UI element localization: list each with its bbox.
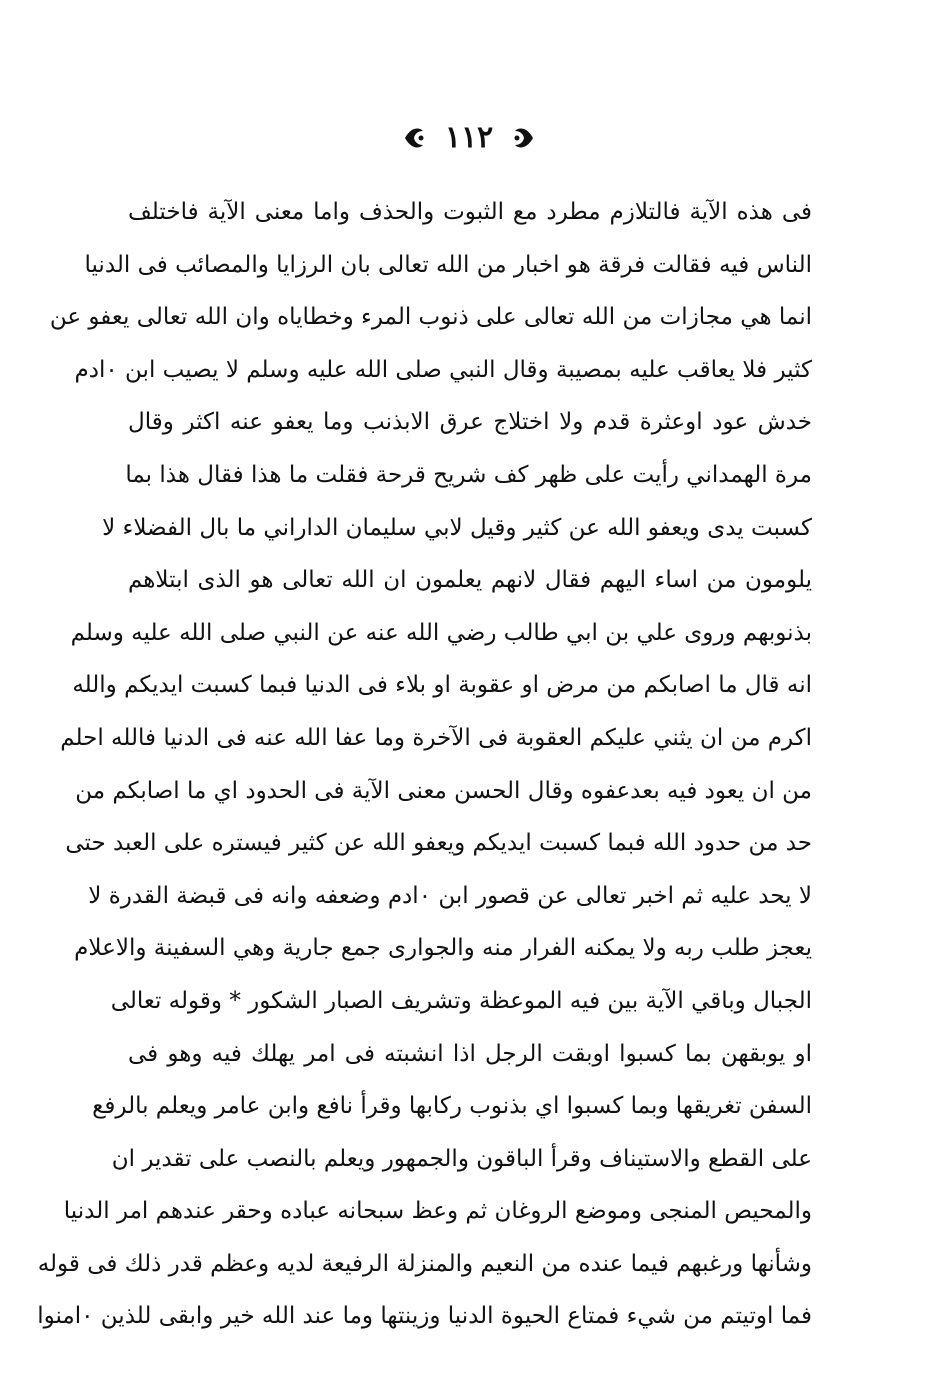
right-ornament-icon [401, 123, 427, 153]
text-line: يعجز طلب ربه ولا يمكنه الفرار منه والجوارى جمع جارية وهي السفينة والاعلام [74, 935, 812, 962]
page-header [0, 118, 938, 158]
text-line: السفن تغريقها وبما كسبوا اي بذنوب ركابها وقرأ نافع وابن عامر ويعلم بالرفع [92, 1093, 812, 1120]
text-line: فى هذه الآية فالتلازم مطرد مع الثبوت والحذف واما معنى الآية فاختلف [128, 199, 812, 225]
body-text [37, 186, 812, 1343]
text-line: وشأنها ورغبهم فيما عنده من النعيم والمنزلة الرفيعة لديه وعظم قدر ذلك فى قوله [37, 1250, 812, 1277]
text-line: لا يحد عليه ثم اخبر تعالى عن قصور ابن ٠ادم وضعفه وانه فى قبضة القدرة لا [88, 882, 812, 909]
text-line: والمحيص المنجى وموضع الروغان ثم وعظ سبحانه عباده وحقر عندهم امر الدنيا [63, 1198, 812, 1225]
text-line: اكرم من ان يثني عليكم العقوبة فى الآخرة وما عفا الله عنه فى الدنيا فالله احلم [60, 724, 812, 751]
text-line: حد من حدود الله فبما كسبت ايديكم ويعفو الله عن كثير فيستره على العبد حتى [65, 830, 812, 857]
left-ornament-icon [511, 123, 537, 153]
text-line: الناس فيه فقالت فرقة هو اخبار من الله تعالى بان الرزايا والمصائب فى الدنيا [84, 251, 812, 278]
text-line: او يوبقهن بما كسبوا اوبقت الرجل اذا انشبته فى امر يهلك فيه وهو فى [128, 1040, 812, 1067]
text-line: بذنوبهم وروى علي بن ابي طالب رضي الله عنه عن النبي صلى الله عليه وسلم [70, 619, 812, 646]
page-number: ١١٢ [444, 120, 494, 155]
text-line: الجبال وباقي الآية بين فيه الموعظة وتشريف الصبار الشكور * وقوله تعالى [110, 987, 812, 1014]
text-line: من ان يعود فيه بعدعفوه وقال الحسن معنى الآية فى الحدود اي ما اصابكم من [75, 777, 812, 804]
text-line: خدش عود اوعثرة قدم ولا اختلاج عرق الابذنب وما يعفو عنه اكثر وقال [128, 409, 812, 436]
text-line: انه قال ما اصابكم من مرض او عقوبة او بلاء فى الدنيا فبما كسبت ايديكم والله [72, 672, 812, 699]
text-line: يلومون من اساء اليهم فقال لانهم يعلمون ان الله تعالى هو الذى ابتلاهم [128, 567, 812, 594]
text-line: كسبت يدى ويعفو الله عن كثير وقيل لابي سليمان الداراني ما بال الفضلاء لا [102, 514, 812, 541]
text-line: انما هي مجازات من الله تعالى على ذنوب المرء وخطاياه وان الله تعالى يعفو عن [49, 304, 812, 331]
text-line: كثير فلا يعاقب عليه بمصيبة وقال النبي صلى الله عليه وسلم لا يصيب ابن ٠ادم [74, 356, 812, 383]
text-line: مرة الهمداني رأيت على ظهر كف شريح قرحة فقلت ما هذا فقال هذا بما [125, 461, 812, 488]
text-line: فما اوتيتم من شيء فمتاع الحيوة الدنيا وزينتها وما عند الله خير وابقى للذين ٠امنوا [37, 1303, 812, 1330]
text-line: على القطع والاستيناف وقرأ الباقون والجمهور ويعلم بالنصب على تقدير ان [111, 1145, 812, 1172]
